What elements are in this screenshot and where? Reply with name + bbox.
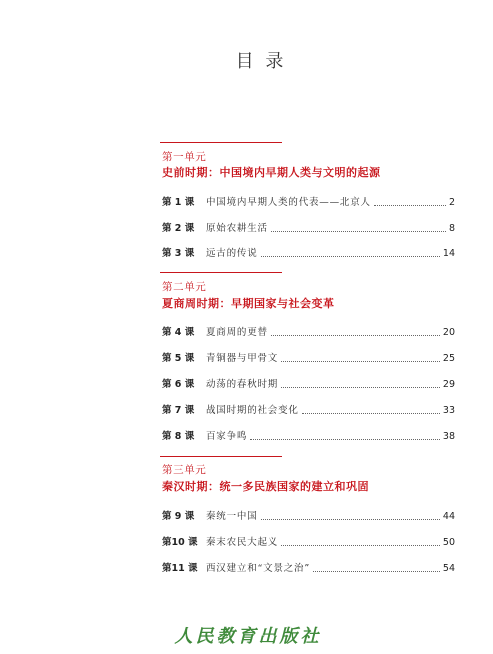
unit-divider-rule <box>160 142 282 143</box>
lesson-entry <box>162 352 455 365</box>
page-number: 54 <box>442 563 455 574</box>
dot-leader <box>281 387 440 388</box>
page-number: 25 <box>442 353 455 364</box>
lesson-entry <box>162 536 455 549</box>
lesson-number: 第 1 课 <box>162 197 195 208</box>
lesson-number: 第11 课 <box>162 563 198 574</box>
dot-leader <box>261 519 440 520</box>
lesson-entry <box>162 247 455 260</box>
unit-divider-rule <box>160 272 282 273</box>
dot-leader <box>271 231 446 232</box>
page-number: 20 <box>442 327 455 338</box>
publisher-logo: 人民教育出版社 <box>174 626 322 647</box>
page-number: 50 <box>442 537 455 548</box>
lesson-title: 中国境内早期人类的代表——北京人 <box>206 197 371 208</box>
lesson-number: 第10 课 <box>162 537 198 548</box>
page-number: 33 <box>442 405 455 416</box>
lesson-number: 第 8 课 <box>162 431 195 442</box>
page-number: 44 <box>442 511 455 522</box>
page-number: 38 <box>442 431 455 442</box>
lesson-title: 青铜器与甲骨文 <box>206 353 279 364</box>
dot-leader <box>261 256 440 257</box>
page-number: 8 <box>448 223 455 234</box>
lesson-entry <box>162 196 455 209</box>
page-number: 14 <box>442 248 455 259</box>
lesson-entry <box>162 404 455 417</box>
lesson-entry <box>162 222 455 235</box>
lesson-title: 战国时期的社会变化 <box>206 405 299 416</box>
toc-title: 目 录 <box>235 51 287 72</box>
lesson-entry <box>162 378 455 391</box>
lesson-title: 动荡的春秋时期 <box>206 379 279 390</box>
dot-leader <box>374 205 446 206</box>
unit-title: 夏商周时期：早期国家与社会变革 <box>162 297 335 310</box>
unit-label: 第三单元 <box>162 464 207 476</box>
dot-leader <box>281 545 440 546</box>
lesson-number: 第 7 课 <box>162 405 195 416</box>
lesson-title: 西汉建立和“文景之治” <box>206 563 311 574</box>
page-number: 2 <box>448 197 455 208</box>
dot-leader <box>271 335 440 336</box>
lesson-title: 秦统一中国 <box>206 511 258 522</box>
dot-leader <box>250 439 440 440</box>
dot-leader <box>313 571 440 572</box>
lesson-number: 第 9 课 <box>162 511 195 522</box>
unit-label: 第一单元 <box>162 151 207 163</box>
page-number: 29 <box>442 379 455 390</box>
unit-divider-rule <box>160 456 282 457</box>
lesson-number: 第 4 课 <box>162 327 195 338</box>
lesson-number: 第 3 课 <box>162 248 195 259</box>
lesson-title: 远古的传说 <box>206 248 258 259</box>
dot-leader <box>281 361 440 362</box>
unit-label: 第二单元 <box>162 281 207 293</box>
unit-title: 秦汉时期：统一多民族国家的建立和巩固 <box>162 480 369 493</box>
lesson-entry <box>162 510 455 523</box>
lesson-title: 百家争鸣 <box>206 431 248 442</box>
lesson-entry <box>162 326 455 339</box>
lesson-title: 秦末农民大起义 <box>206 537 279 548</box>
lesson-title: 夏商周的更替 <box>206 327 268 338</box>
unit-title: 史前时期：中国境内早期人类与文明的起源 <box>162 166 381 179</box>
lesson-number: 第 5 课 <box>162 353 195 364</box>
dot-leader <box>302 413 440 414</box>
lesson-number: 第 6 课 <box>162 379 195 390</box>
lesson-number: 第 2 课 <box>162 223 195 234</box>
lesson-entry <box>162 430 455 443</box>
lesson-entry <box>162 562 455 575</box>
lesson-title: 原始农耕生活 <box>206 223 268 234</box>
